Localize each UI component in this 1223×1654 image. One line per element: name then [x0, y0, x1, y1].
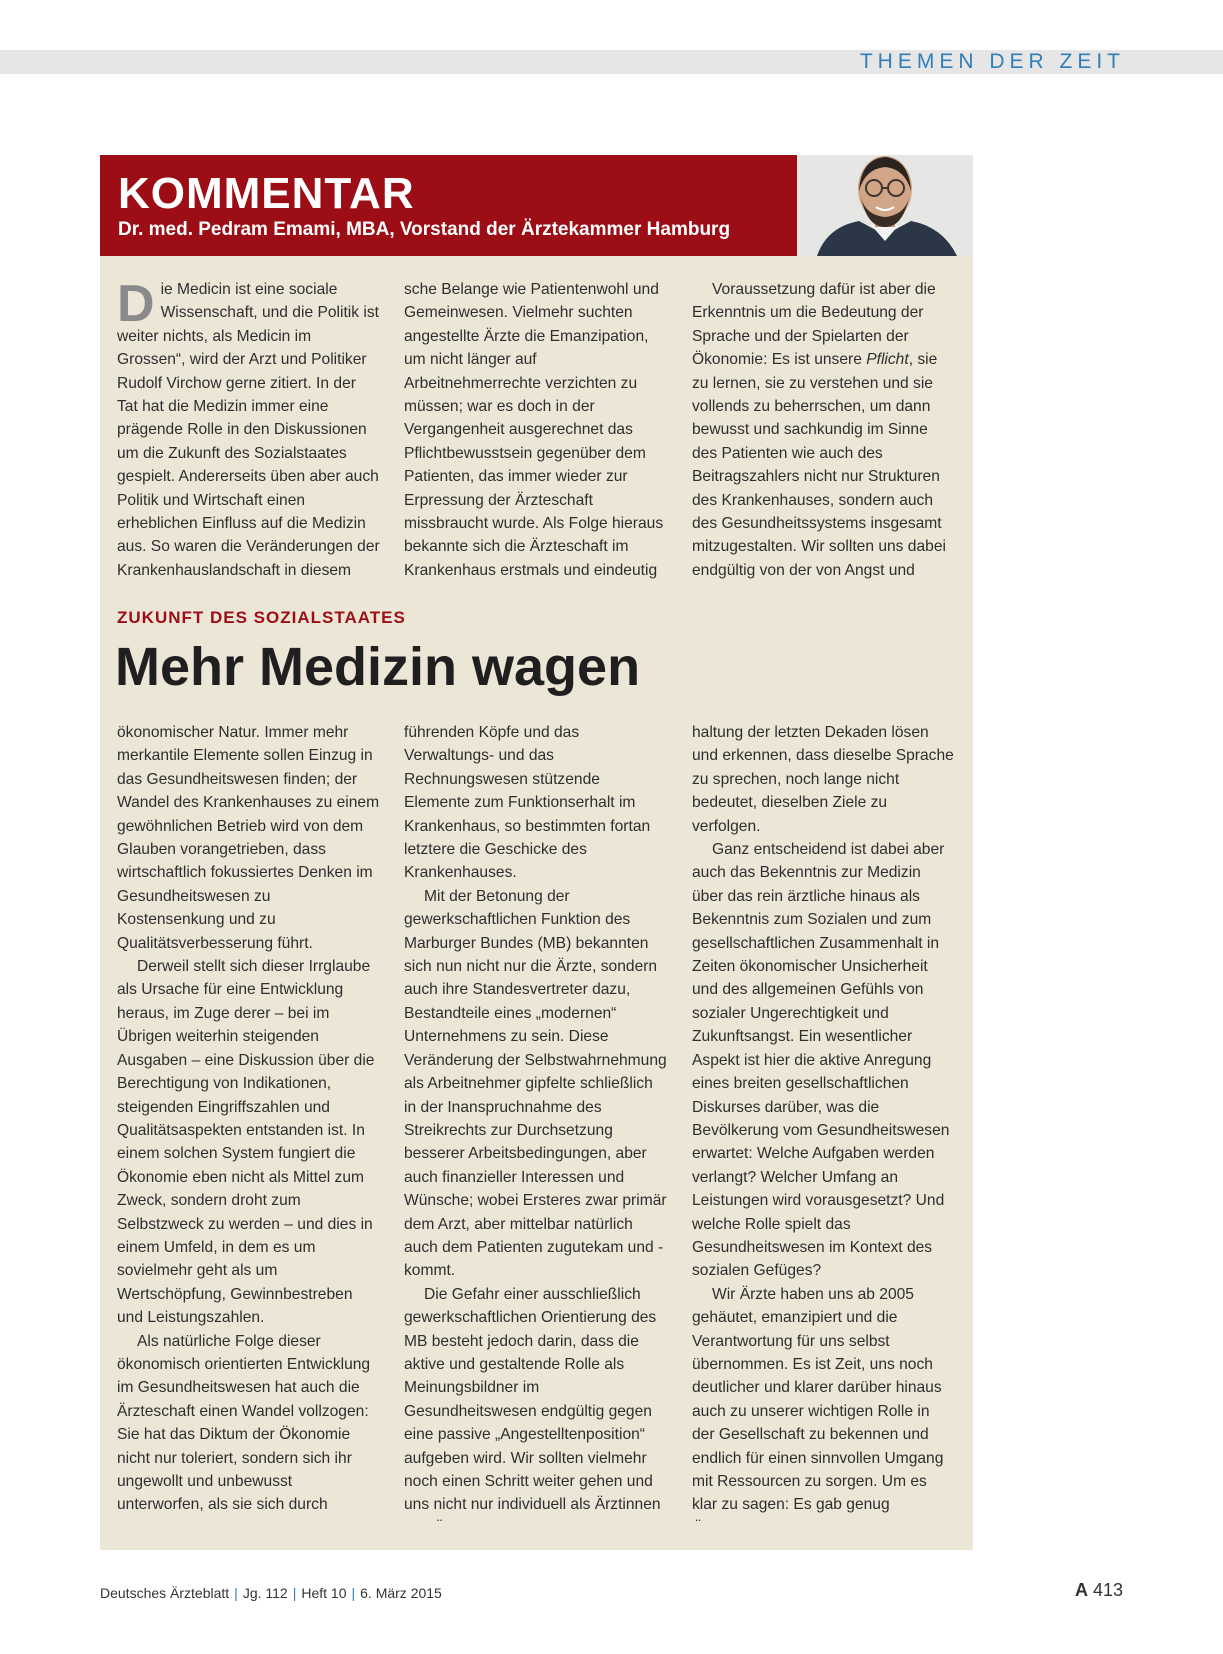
journal-volume: Jg. 112 — [242, 1585, 288, 1601]
intro-text-1: ie Medicin ist eine sociale Wissenschaft, und die Politik ist weiter nichts, als Medicin im Grossen“, wird der Arzt und Politiker Rudolf Virchow gerne zitiert. In der Tat hat die Medizin immer eine prägende Rolle in den Diskussionen um die Zukunft des Sozialstaates gespielt. Andererseits üben aber auch Politik und Wirtschaft einen erheblichen Einfluss auf die Medizin aus. So waren die Veränderungen der Krankenhauslandschaft in diesem — [117, 281, 380, 579]
paragraph: Als natürliche Folge dieser ökonomisch orientierten Entwicklung im Gesundheitswesen hat auch die Ärzteschaft einen Wandel vollzogen: Sie hat das Diktum der Ökonomie nicht nur toleriert, sondern sich ihr ungewollt und unbewusst unterworfen, als sie sich durch — [117, 1332, 371, 1514]
page-number-value: 413 — [1092, 1580, 1123, 1600]
paragraph: Die Gefahr einer ausschließlich gewerkschaftlichen Orientierung des MB besteht jedoch darin, dass die aktive und gestaltende Rolle als Meinungsbildner im Gesundheitswesen endgültig gegen eine passive „Angestelltenposition“ aufgeben wird. Wir sollten vielmehr noch einen Schritt weiter gehen und uns nicht nur individuell als Ärztinnen — [404, 1285, 661, 1514]
journal-issue: Heft 10 — [301, 1585, 347, 1601]
journal-name: Deutsches Ärzteblatt — [100, 1585, 230, 1601]
body-column-1 — [117, 721, 380, 1521]
banner-author: Dr. med. Pedram Emami, MBA, Vorstand der Ärztekammer Hamburg — [118, 219, 731, 240]
author-portrait-image — [797, 155, 973, 256]
drop-cap: D — [117, 278, 155, 333]
page-number — [1075, 1580, 1123, 1601]
intro-column-3 — [692, 278, 955, 583]
article-kicker: ZUKUNFT DES SOZIALSTAATES — [117, 608, 406, 627]
article-headline: Mehr Medizin wagen — [115, 637, 641, 697]
journal-date: 6. März 2015 — [360, 1585, 442, 1601]
footer-separator: | — [351, 1585, 356, 1601]
paragraph: ökonomischer Natur. Immer mehr merkantile Elemente sollen Einzug in das Gesundheitswesen finden; der Wandel des Krankenhauses zu einem gewöhnlichen Betrieb wird von dem Glauben vorangetrieben, dass wirtschaftlich fokussiertes Denken im Gesundheitswesen zu Kostensenkung und zu Qualitätsverbesserung führt. — [117, 724, 380, 952]
section-label: THEMEN DER ZEIT — [859, 50, 1125, 73]
banner-title: KOMMENTAR — [118, 169, 415, 218]
intro-text-3a: Voraussetzung dafür ist aber die Erkenntnis um die Bedeutung der Sprache und der Spielarten der Ökonomie: Es ist unsere — [692, 281, 936, 369]
emphasis-pflicht: Pflicht — [866, 351, 909, 369]
paragraph: haltung der letzten Dekaden lösen und erkennen, dass dieselbe Sprache zu sprechen, noch lange nicht bedeutet, dieselben Ziele zu verfolgen. — [692, 724, 954, 835]
footer-separator: | — [234, 1585, 238, 1601]
body-column-3 — [692, 721, 955, 1521]
footer-citation — [100, 1585, 442, 1601]
paragraph: führenden Köpfe und das Verwaltungs- und das Rechnungswesen stützende Elemente zum Funktionserhalt im Krankenhaus, so bestimmten fortan letztere die Geschicke des Krankenhauses. — [404, 724, 651, 882]
paragraph: Derweil stellt sich dieser Irrglaube als Ursache für eine Entwicklung heraus, im Zuge derer – bei im Übrigen weiterhin steigenden Ausgaben – eine Diskussion über die Berechtigung von Indikationen, steigenden Eingriffszahlen und Qualitätsaspekten entstanden ist. In einem solchen System fungiert die Ökonomie eben nicht als Mittel zum Zweck, sondern droht zum Selbstzweck zu werden – und dies in einem Umfeld, in dem es um sovielmehr geht als um Wertschöpfung, Gewinnbestreben und Leistungszahlen. — [117, 958, 375, 1327]
paragraph: Wir Ärzte haben uns ab 2005 gehäutet, emanzipiert und die Verantwortung für uns selbst übernommen. Es ist Zeit, uns noch deutlicher und klarer darüber hinaus auch zu unserer wichtigen Rolle in der Gesellschaft zu bekennen und endlich für einen sinnvollen Umgang mit Ressourcen zu sorgen. Um es klar zu sagen: Es gab genug — [692, 1285, 944, 1514]
intro-column-2: sche Belange wie Patientenwohl und Gemeinwesen. Vielmehr suchten angestellte Ärzte die Emanzipation, um nicht länger auf Arbeitnehmerrechte verzichten zu müssen; war es doch in der Vergangenheit ausgerechnet das Pflichtbewusstsein gegenüber dem Patienten, das immer wieder zur Erpressung der Ärzteschaft missbraucht wurde. Als Folge hieraus bekannte sich die Ärzteschaft im Krankenhaus erstmals und eindeutig — [404, 281, 664, 579]
body-column-2 — [404, 721, 667, 1521]
intro-column-1 — [117, 278, 380, 583]
paragraph: Ganz entscheidend ist dabei aber auch das Bekenntnis zur Medizin über das rein ärztliche hinaus als Bekenntnis zum Sozialen und zum gesellschaftlichen Zusammenhalt in Zeiten ökonomischer Unsicherheit und des allgemeinen Gefühls von sozialer Ungerechtigkeit und Zukunftsangst. Ein wesentlicher Aspekt ist hier die aktive Anregung eines breiten gesellschaftlichen Diskurses darüber, was die Bevölkerung vom Gesundheitswesen erwartet: Welche Aufgaben werden verlangt? Welcher Umfang an Leistungen wird vorausgesetzt? Und welche Rolle spielt das Gesundheitswesen im Kontext des sozialen Gefüges? — [692, 841, 950, 1280]
intro-text-3b: , sie zu lernen, sie zu verstehen und sie vollends zu beherrschen, um dann bewusst und sachkundig im Sinne des Patienten wie auch des Beitragszahlers nicht nur Strukturen des Krankenhauses, sondern auch des Gesundheitssystems insgesamt mitzugestalten. Wir sollten uns dabei endgültig von der von Angst und — [692, 351, 946, 579]
author-portrait — [797, 155, 973, 256]
page-prefix: A — [1074, 1580, 1088, 1600]
footer-separator: | — [292, 1585, 297, 1601]
paragraph: Mit der Betonung der gewerkschaftlichen Funktion des Marburger Bundes (MB) bekannten sich nun nicht nur die Ärzte, sondern auch ihre Standesvertreter dazu, Bestandteile eines „modernen“ Unternehmens zu sein. Diese Veränderung der Selbstwahrnehmung als Arbeitnehmer gipfelte schließlich in der Inanspruchnahme des Streikrechts zur Durchsetzung besserer Arbeitsbedingungen, aber auch finanzieller Interessen und Wünsche; wobei Ersteres zwar primär dem Arzt, aber mittelbar natürlich auch dem Patienten zugutekam und -kommt. — [404, 887, 667, 1280]
